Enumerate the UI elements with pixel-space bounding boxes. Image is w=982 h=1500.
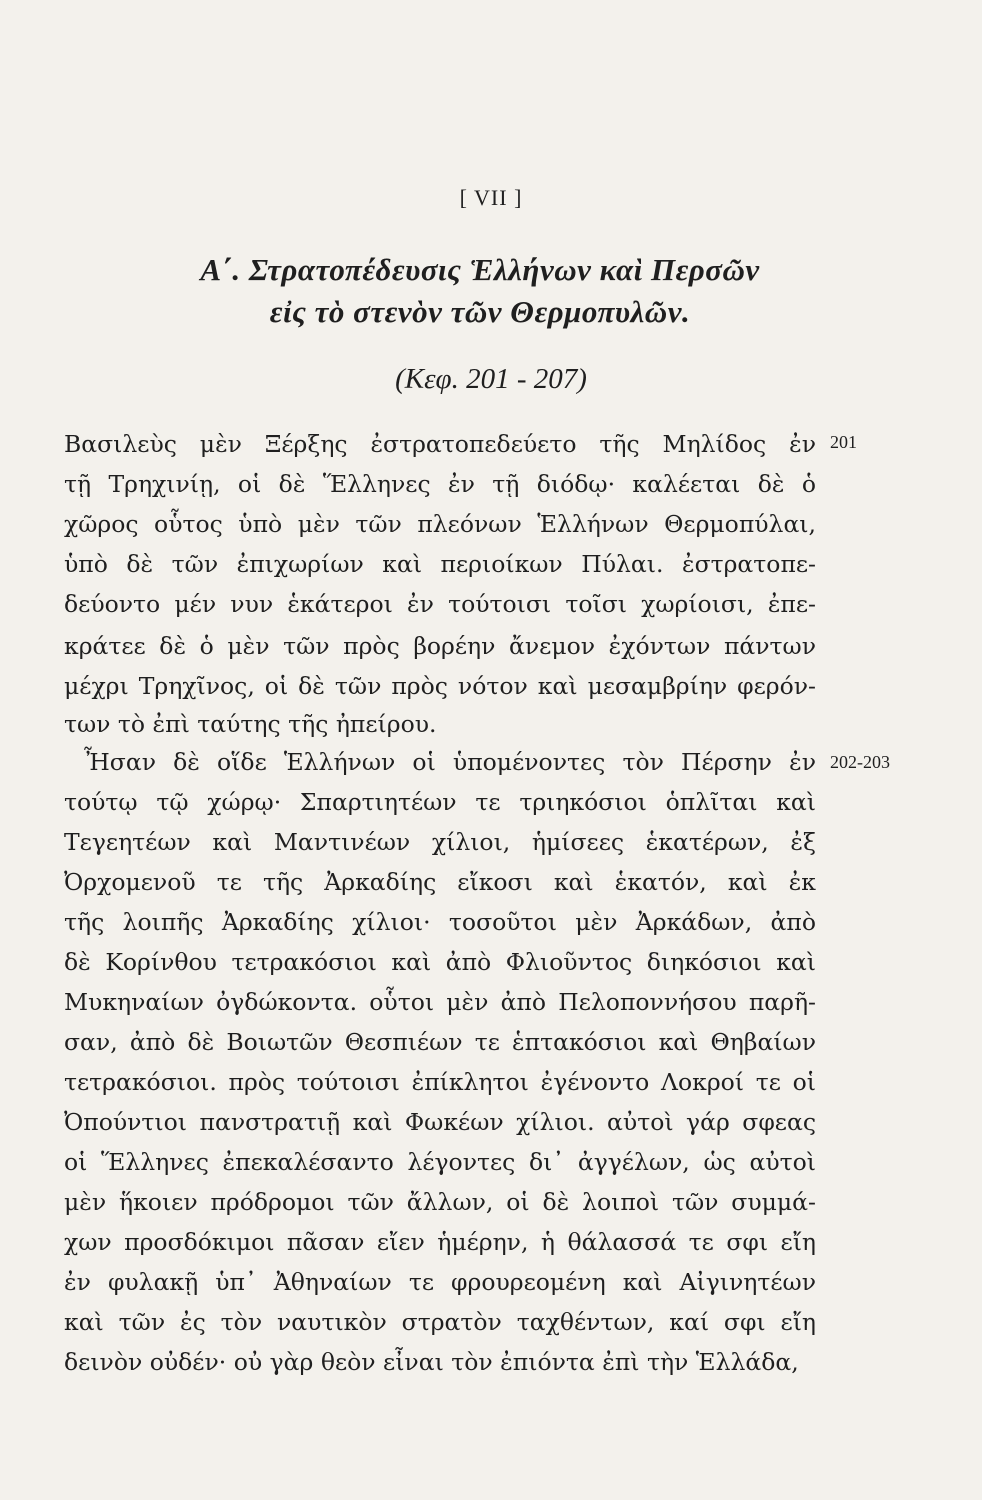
text-line: οἱ Ἕλληνες ἐπεκαλέσαντο λέγοντες δι᾽ ἀγγέλων, ὡς αὐτοὶ	[64, 1148, 816, 1176]
margin-note-202-203: 202-203	[830, 752, 890, 772]
text-line: μέχρι Τρηχῖνος, οἱ δὲ τῶν πρὸς νότον καὶ μεσαμβρίην φερόν-	[64, 672, 816, 700]
margin-note-201: 201	[830, 432, 857, 452]
text-line: Ἦσαν δὲ οἵδε Ἑλλήνων οἱ ὑπομένοντες τὸν Πέρσην ἐν	[84, 748, 816, 776]
text-line: Ὀπούντιοι πανστρατιῇ καὶ Φωκέων χίλιοι. αὐτοὶ γάρ σφεας	[64, 1108, 816, 1136]
text-line: των τὸ ἐπὶ ταύτης τῆς ἠπείρου.	[64, 710, 437, 738]
text-line: Μυκηναίων ὀγδώκοντα. οὗτοι μὲν ἀπὸ Πελοποννήσου παρῆ-	[64, 988, 816, 1016]
text-line: τῆς λοιπῆς Ἀρκαδίης χίλιοι· τοσοῦτοι μὲν Ἀρκάδων, ἀπὸ	[64, 908, 816, 936]
text-line: Βασιλεὺς μὲν Ξέρξης ἐστρατοπεδεύετο τῆς Μηλίδος ἐν	[64, 430, 816, 458]
section-heading-line-1: Α΄. Στρατοπέδευσις Ἑλλήνων καὶ Περσῶν	[200, 252, 760, 287]
text-line: χῶρος οὗτος ὑπὸ μὲν τῶν πλεόνων Ἑλλήνων Θερμοπύλαι,	[64, 510, 816, 538]
text-line: μὲν ἥκοιεν πρόδρομοι τῶν ἄλλων, οἱ δὲ λοιποὶ τῶν συμμά-	[64, 1188, 816, 1216]
page-number: [ VII ]	[459, 185, 523, 210]
text-line: καὶ τῶν ἐς τὸν ναυτικὸν στρατὸν ταχθέντων, καί σφι εἴη	[64, 1308, 816, 1336]
text-line: δὲ Κορίνθου τετρακόσιοι καὶ ἀπὸ Φλιοῦντος διηκόσιοι καὶ	[64, 948, 816, 976]
text-line: Τεγεητέων καὶ Μαντινέων χίλιοι, ἡμίσεες ἑκατέρων, ἐξ	[64, 828, 816, 856]
text-line: σαν, ἀπὸ δὲ Βοιωτῶν Θεσπιέων τε ἑπτακόσιοι καὶ Θηβαίων	[64, 1028, 816, 1056]
text-line: δεινὸν οὐδέν· οὐ γὰρ θεὸν εἶναι τὸν ἐπιόντα ἐπὶ τὴν Ἑλλάδα,	[64, 1348, 799, 1376]
text-line: χων προσδόκιμοι πᾶσαν εἴεν ἡμέρην, ἡ θάλασσά τε σφι εἴη	[64, 1228, 816, 1256]
text-line: τῇ Τρηχινίῃ, οἱ δὲ Ἕλληνες ἐν τῇ διόδῳ· καλέεται δὲ ὁ	[64, 470, 816, 498]
text-line: τετρακόσιοι. πρὸς τούτοισι ἐπίκλητοι ἐγένοντο Λοκροί τε οἱ	[64, 1068, 816, 1096]
text-line: ὑπὸ δὲ τῶν ἐπιχωρίων καὶ περιοίκων Πύλαι. ἐστρατοπε-	[64, 550, 816, 578]
text-line: τούτῳ τῷ χώρῳ· Σπαρτιητέων τε τριηκόσιοι ὁπλῖται καὶ	[64, 788, 816, 816]
text-line: Ὀρχομενοῦ τε τῆς Ἀρκαδίης εἴκοσι καὶ ἑκατόν, καὶ ἐκ	[64, 868, 816, 896]
section-heading-line-2: εἰς τὸ στενὸν τῶν Θερμοπυλῶν.	[269, 294, 691, 329]
text-line: δεύοντο μέν νυν ἑκάτεροι ἐν τούτοισι τοῖσι χωρίοισι, ἐπε-	[64, 590, 816, 618]
text-line: κράτεε δὲ ὁ μὲν τῶν πρὸς βορέην ἄνεμον ἐχόντων πάντων	[64, 632, 816, 660]
text-line: ἐν φυλακῇ ὑπ᾽ Ἀθηναίων τε φρουρεομένη καὶ Αἰγινητέων	[64, 1268, 816, 1296]
chapter-reference: (Κεφ. 201 - 207)	[395, 363, 587, 395]
